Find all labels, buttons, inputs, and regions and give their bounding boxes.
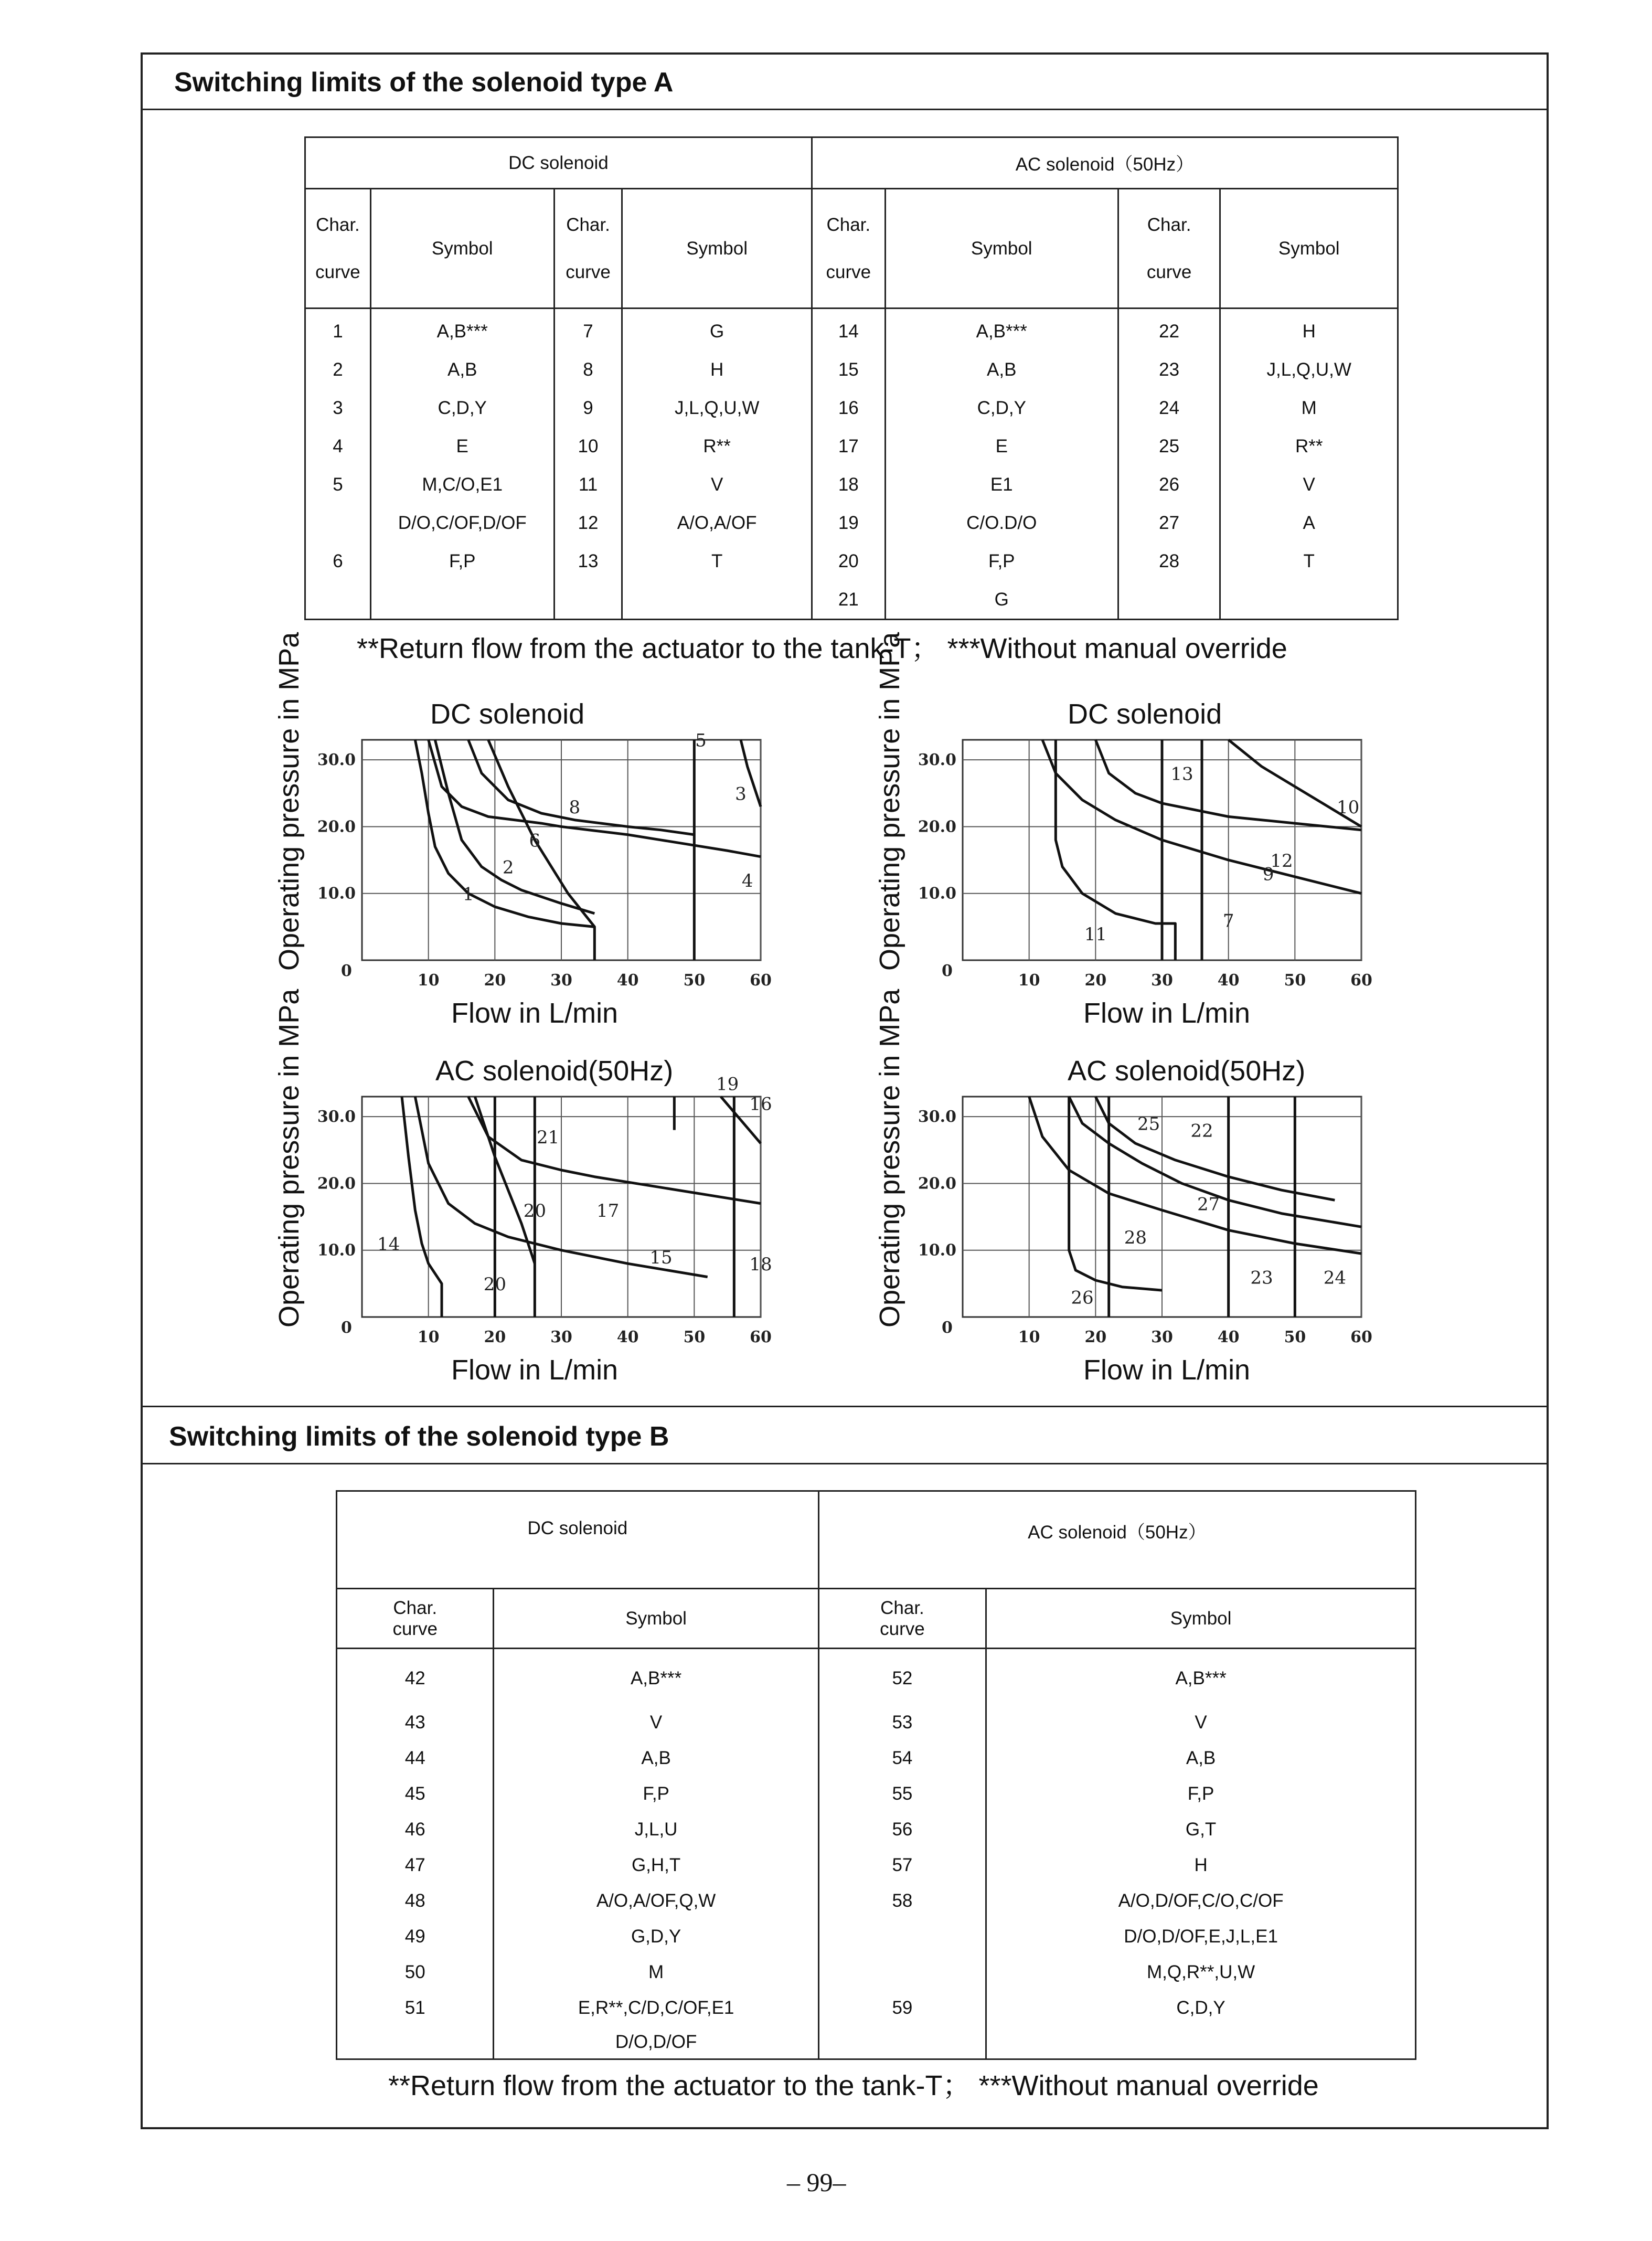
table-type-a <box>304 136 1399 620</box>
x-tick-label: 10 <box>417 971 440 990</box>
section-a-title: Switching limits of the solenoid type A <box>143 55 1547 110</box>
y-tick-label: 20.0 <box>317 1174 356 1193</box>
chart-4 <box>873 989 1409 1396</box>
table-row <box>305 465 1398 504</box>
symbol-header: Symbol <box>622 189 812 309</box>
y-axis-label: Operating pressure in MPa <box>874 989 905 1327</box>
table-cell: G,H,T <box>494 1847 818 1883</box>
table-cell <box>622 580 812 620</box>
table-cell: D/O,D/OF,E,J,L,E1 <box>986 1919 1416 1955</box>
table-cell: G,D,Y <box>494 1919 818 1955</box>
table-row <box>337 1812 1416 1847</box>
x-tick-label: 60 <box>750 971 772 990</box>
x-tick-label: 50 <box>683 1328 706 1346</box>
table-cell: 26 <box>1118 465 1220 504</box>
x-tick-label: 60 <box>1350 1328 1372 1346</box>
table-cell: G <box>885 580 1118 620</box>
table-cell: V <box>986 1705 1416 1740</box>
table-cell: C,D,Y <box>885 389 1118 427</box>
y-tick-label: 30.0 <box>918 1108 956 1127</box>
char-curve-header <box>812 189 885 309</box>
table-cell: A <box>1220 504 1398 542</box>
x-axis-label: Flow in L/min <box>451 1354 619 1386</box>
table-cell: H <box>986 1847 1416 1883</box>
char-curve-header <box>818 1589 986 1649</box>
curve-label: curve <box>392 1618 438 1639</box>
table-cell: E1 <box>885 465 1118 504</box>
y-axis-label: Operating pressure in MPa <box>874 632 905 971</box>
footnote-b: **Return flow from the actuator to the tank-T； ***Without manual override <box>388 2070 1319 2101</box>
series-line-17 <box>468 1097 761 1204</box>
y-tick-label: 20.0 <box>918 817 956 836</box>
table-cell: 23 <box>1118 351 1220 389</box>
footnote-a: **Return flow from the actuator to the tank-T； ***Without manual override <box>357 633 1287 664</box>
curve-label: 2 <box>502 857 514 878</box>
table-cell: 28 <box>1118 542 1220 580</box>
table-row <box>337 1649 1416 1705</box>
table-cell: 43 <box>337 1705 494 1740</box>
table-cell: G <box>622 309 812 351</box>
table-cell: 15 <box>812 351 885 389</box>
table-row <box>305 580 1398 620</box>
table-cell: H <box>622 351 812 389</box>
curve-label: 21 <box>537 1127 560 1149</box>
origin-label: 0 <box>341 1319 352 1337</box>
table-cell: A,B <box>494 1740 818 1776</box>
table-cell: 57 <box>818 1847 986 1883</box>
y-tick-label: 30.0 <box>317 751 356 770</box>
origin-label: 0 <box>942 962 953 980</box>
chart-1 <box>273 632 808 1039</box>
table-cell: R** <box>622 427 812 465</box>
dc-solenoid-header: DC solenoid <box>305 137 812 189</box>
curve-label: 16 <box>749 1093 772 1115</box>
table-cell: 10 <box>554 427 622 465</box>
table-cell: R** <box>1220 427 1398 465</box>
y-tick-label: 30.0 <box>918 751 956 770</box>
table-cell: 58 <box>818 1883 986 1919</box>
table-cell: A,B <box>885 351 1118 389</box>
table-cell: 12 <box>554 504 622 542</box>
table-cell: 51 <box>337 1990 494 2026</box>
table-row <box>305 351 1398 389</box>
char-label: Char. <box>826 214 871 235</box>
table-cell: 21 <box>812 580 885 620</box>
curve-label: curve <box>566 261 611 282</box>
x-tick-label: 40 <box>1217 971 1240 990</box>
x-tick-label: 20 <box>484 1328 506 1346</box>
x-tick-label: 30 <box>550 971 572 990</box>
table-row <box>337 1740 1416 1776</box>
char-label: Char. <box>566 214 610 235</box>
table-cell: J,L,U <box>494 1812 818 1847</box>
table-cell: 55 <box>818 1776 986 1812</box>
y-tick-label: 30.0 <box>317 1108 356 1127</box>
curve-label: 25 <box>1137 1113 1160 1135</box>
curve-label: 1 <box>462 884 474 905</box>
curve-label: 12 <box>1270 850 1293 872</box>
table-cell: 13 <box>554 542 622 580</box>
table-cell: C,D,Y <box>370 389 554 427</box>
table-cell: 56 <box>818 1812 986 1847</box>
table-row <box>337 1847 1416 1883</box>
origin-label: 0 <box>942 1319 953 1337</box>
x-tick-label: 40 <box>1217 1328 1240 1346</box>
chart-3 <box>273 989 808 1396</box>
table-cell: 18 <box>812 465 885 504</box>
char-label: Char. <box>1147 214 1191 235</box>
table-cell: 48 <box>337 1883 494 1919</box>
ac-solenoid-header: AC solenoid（50Hz） <box>812 137 1398 189</box>
table-cell: G,T <box>986 1812 1416 1847</box>
table-row <box>305 309 1398 351</box>
x-tick-label: 50 <box>1284 1328 1306 1346</box>
x-tick-label: 20 <box>1084 1328 1107 1346</box>
chart-title: AC solenoid(50Hz) <box>1068 1055 1306 1087</box>
table-cell <box>818 1955 986 1990</box>
table-cell: 44 <box>337 1740 494 1776</box>
chart-title: DC solenoid <box>1068 698 1222 730</box>
table-cell: E <box>370 427 554 465</box>
x-axis-label: Flow in L/min <box>451 997 619 1029</box>
table-cell: F,P <box>885 542 1118 580</box>
table-cell: E,R**,C/D,C/OF,E1 <box>494 1990 818 2026</box>
x-tick-label: 40 <box>616 971 639 990</box>
table-row <box>337 1919 1416 1955</box>
curve-label: curve <box>880 1618 925 1639</box>
table-cell: M,C/O,E1 <box>370 465 554 504</box>
curve-label: 19 <box>716 1074 739 1095</box>
x-tick-label: 50 <box>1284 971 1306 990</box>
table-row <box>305 504 1398 542</box>
chart-2 <box>873 632 1409 1039</box>
table-cell: 14 <box>812 309 885 351</box>
table-cell: 59 <box>818 1990 986 2026</box>
curve-label: 5 <box>695 730 707 751</box>
table-cell: 47 <box>337 1847 494 1883</box>
table-row <box>337 1883 1416 1919</box>
curve-label: 22 <box>1190 1120 1213 1142</box>
x-tick-label: 30 <box>1151 971 1173 990</box>
curve-label: 7 <box>1222 910 1234 932</box>
table-cell: A,B*** <box>494 1649 818 1705</box>
symbol-header: Symbol <box>494 1589 818 1649</box>
table-cell: T <box>622 542 812 580</box>
curve-label: 9 <box>1262 864 1274 885</box>
table-cell: M <box>494 1955 818 1990</box>
table-row <box>305 427 1398 465</box>
char-curve-header <box>554 189 622 309</box>
table-cell: F,P <box>370 542 554 580</box>
table-cell: A,B*** <box>986 1649 1416 1705</box>
curve-label: 27 <box>1197 1194 1220 1215</box>
table-cell: C,D,Y <box>986 1990 1416 2026</box>
table-cell: A/O,A/OF,Q,W <box>494 1883 818 1919</box>
table-cell: E <box>885 427 1118 465</box>
curve-label: 13 <box>1170 763 1193 785</box>
table-cell: 20 <box>812 542 885 580</box>
table-cell: A/O,A/OF <box>622 504 812 542</box>
x-tick-label: 10 <box>417 1328 440 1346</box>
x-tick-label: 40 <box>616 1328 639 1346</box>
table-cell: 49 <box>337 1919 494 1955</box>
curve-label: 23 <box>1250 1267 1273 1289</box>
table-type-b <box>336 1490 1416 2060</box>
curve-label: 28 <box>1124 1227 1147 1248</box>
table-cell <box>305 580 371 620</box>
section-b-title: Switching limits of the solenoid type B <box>143 1406 1547 1464</box>
table-cell: 24 <box>1118 389 1220 427</box>
ac-solenoid-header: AC solenoid（50Hz） <box>818 1491 1415 1589</box>
table-cell: C/O.D/O <box>885 504 1118 542</box>
series-line-11 <box>1056 740 1175 960</box>
curve-label: 6 <box>529 830 541 852</box>
table-cell: V <box>622 465 812 504</box>
x-tick-label: 10 <box>1018 971 1040 990</box>
table-row <box>305 389 1398 427</box>
table-cell <box>986 2026 1416 2059</box>
curve-label: 17 <box>596 1201 620 1222</box>
dc-solenoid-header: DC solenoid <box>337 1491 819 1589</box>
curve-label: 15 <box>649 1247 673 1269</box>
symbol-header: Symbol <box>370 189 554 309</box>
table-cell: 1 <box>305 309 371 351</box>
y-tick-label: 10.0 <box>317 884 356 903</box>
curve-label: 20 <box>523 1201 546 1222</box>
curve-label: 3 <box>735 783 747 805</box>
table-a-body <box>305 309 1398 620</box>
table-cell: A,B*** <box>370 309 554 351</box>
table-row <box>337 1990 1416 2026</box>
curve-label: 20 <box>483 1274 506 1295</box>
table-cell: 2 <box>305 351 371 389</box>
table-row <box>337 1955 1416 1990</box>
x-tick-label: 30 <box>550 1328 572 1346</box>
curve-label: 4 <box>741 870 753 891</box>
table-cell: 7 <box>554 309 622 351</box>
curve-label: 10 <box>1337 797 1360 818</box>
table-cell: F,P <box>986 1776 1416 1812</box>
table-cell: D/O,D/OF <box>494 2026 818 2059</box>
table-cell: 17 <box>812 427 885 465</box>
char-curve-header <box>305 189 371 309</box>
table-cell: V <box>494 1705 818 1740</box>
symbol-header: Symbol <box>986 1589 1416 1649</box>
y-tick-label: 10.0 <box>918 884 956 903</box>
table-cell: 5 <box>305 465 371 504</box>
char-curve-header <box>337 1589 494 1649</box>
curve-label: curve <box>1146 261 1192 282</box>
table-row <box>337 1705 1416 1740</box>
table-cell: T <box>1220 542 1398 580</box>
chart-title: DC solenoid <box>430 698 585 730</box>
table-cell: 22 <box>1118 309 1220 351</box>
table-cell <box>818 1919 986 1955</box>
table-cell: A,B <box>986 1740 1416 1776</box>
symbol-header: Symbol <box>1220 189 1398 309</box>
symbol-header: Symbol <box>885 189 1118 309</box>
table-cell: 25 <box>1118 427 1220 465</box>
char-curve-header <box>1118 189 1220 309</box>
x-tick-label: 30 <box>1151 1328 1173 1346</box>
table-row <box>337 2026 1416 2059</box>
table-cell: J,L,Q,U,W <box>622 389 812 427</box>
y-axis-label: Operating pressure in MPa <box>273 632 305 971</box>
table-cell: J,L,Q,U,W <box>1220 351 1398 389</box>
table-cell: A/O,D/OF,C/O,C/OF <box>986 1883 1416 1919</box>
char-label: Char. <box>393 1597 438 1618</box>
table-cell: 6 <box>305 542 371 580</box>
table-cell <box>1220 580 1398 620</box>
table-cell: A,B*** <box>885 309 1118 351</box>
curve-label: 26 <box>1071 1287 1094 1309</box>
table-cell <box>1118 580 1220 620</box>
series-line-21 <box>475 1097 535 1263</box>
table-cell: 27 <box>1118 504 1220 542</box>
x-axis-label: Flow in L/min <box>1083 1354 1251 1386</box>
page-number: – 99– <box>787 2168 846 2197</box>
table-cell: M <box>1220 389 1398 427</box>
table-cell: A,B <box>370 351 554 389</box>
char-label: Char. <box>880 1597 924 1618</box>
y-tick-label: 10.0 <box>918 1241 956 1260</box>
y-tick-label: 20.0 <box>317 817 356 836</box>
table-cell: 54 <box>818 1740 986 1776</box>
table-cell <box>554 580 622 620</box>
curve-label: curve <box>315 261 360 282</box>
table-cell: 3 <box>305 389 371 427</box>
table-cell: 19 <box>812 504 885 542</box>
table-cell <box>818 2026 986 2059</box>
table-cell: 11 <box>554 465 622 504</box>
table-cell: M,Q,R**,U,W <box>986 1955 1416 1990</box>
table-cell: 45 <box>337 1776 494 1812</box>
table-row <box>305 542 1398 580</box>
char-label: Char. <box>316 214 360 235</box>
series-line-8 <box>468 740 695 835</box>
table-cell: 4 <box>305 427 371 465</box>
curve-label: curve <box>826 261 871 282</box>
curve-label: 11 <box>1084 923 1107 945</box>
origin-label: 0 <box>341 962 352 980</box>
y-axis-label: Operating pressure in MPa <box>273 989 305 1327</box>
table-cell: 16 <box>812 389 885 427</box>
y-tick-label: 10.0 <box>317 1241 356 1260</box>
table-cell: D/O,C/OF,D/OF <box>370 504 554 542</box>
curve-label: 8 <box>569 797 581 818</box>
table-cell: H <box>1220 309 1398 351</box>
table-cell: 8 <box>554 351 622 389</box>
x-tick-label: 10 <box>1018 1328 1040 1346</box>
table-cell <box>305 504 371 542</box>
curve-label: 14 <box>377 1234 400 1255</box>
series-line-22 <box>1095 1097 1335 1200</box>
table-cell: 50 <box>337 1955 494 1990</box>
table-row <box>337 1776 1416 1812</box>
table-cell: F,P <box>494 1776 818 1812</box>
x-axis-label: Flow in L/min <box>1083 997 1251 1029</box>
x-tick-label: 60 <box>1350 971 1372 990</box>
x-tick-label: 20 <box>1084 971 1107 990</box>
table-cell: 9 <box>554 389 622 427</box>
y-tick-label: 20.0 <box>918 1174 956 1193</box>
table-cell: V <box>1220 465 1398 504</box>
curve-label: 18 <box>749 1254 772 1275</box>
curve-label: 24 <box>1323 1267 1346 1289</box>
chart-title: AC solenoid(50Hz) <box>435 1055 674 1087</box>
series-line-6 <box>488 740 595 960</box>
table-cell: 52 <box>818 1649 986 1705</box>
series-line-4 <box>429 740 761 857</box>
table-cell <box>337 2026 494 2059</box>
x-tick-label: 20 <box>484 971 506 990</box>
table-b-body <box>337 1649 1416 2059</box>
x-tick-label: 60 <box>750 1328 772 1346</box>
table-cell: 42 <box>337 1649 494 1705</box>
table-cell: 53 <box>818 1705 986 1740</box>
table-cell: 46 <box>337 1812 494 1847</box>
table-cell <box>370 580 554 620</box>
x-tick-label: 50 <box>683 971 706 990</box>
